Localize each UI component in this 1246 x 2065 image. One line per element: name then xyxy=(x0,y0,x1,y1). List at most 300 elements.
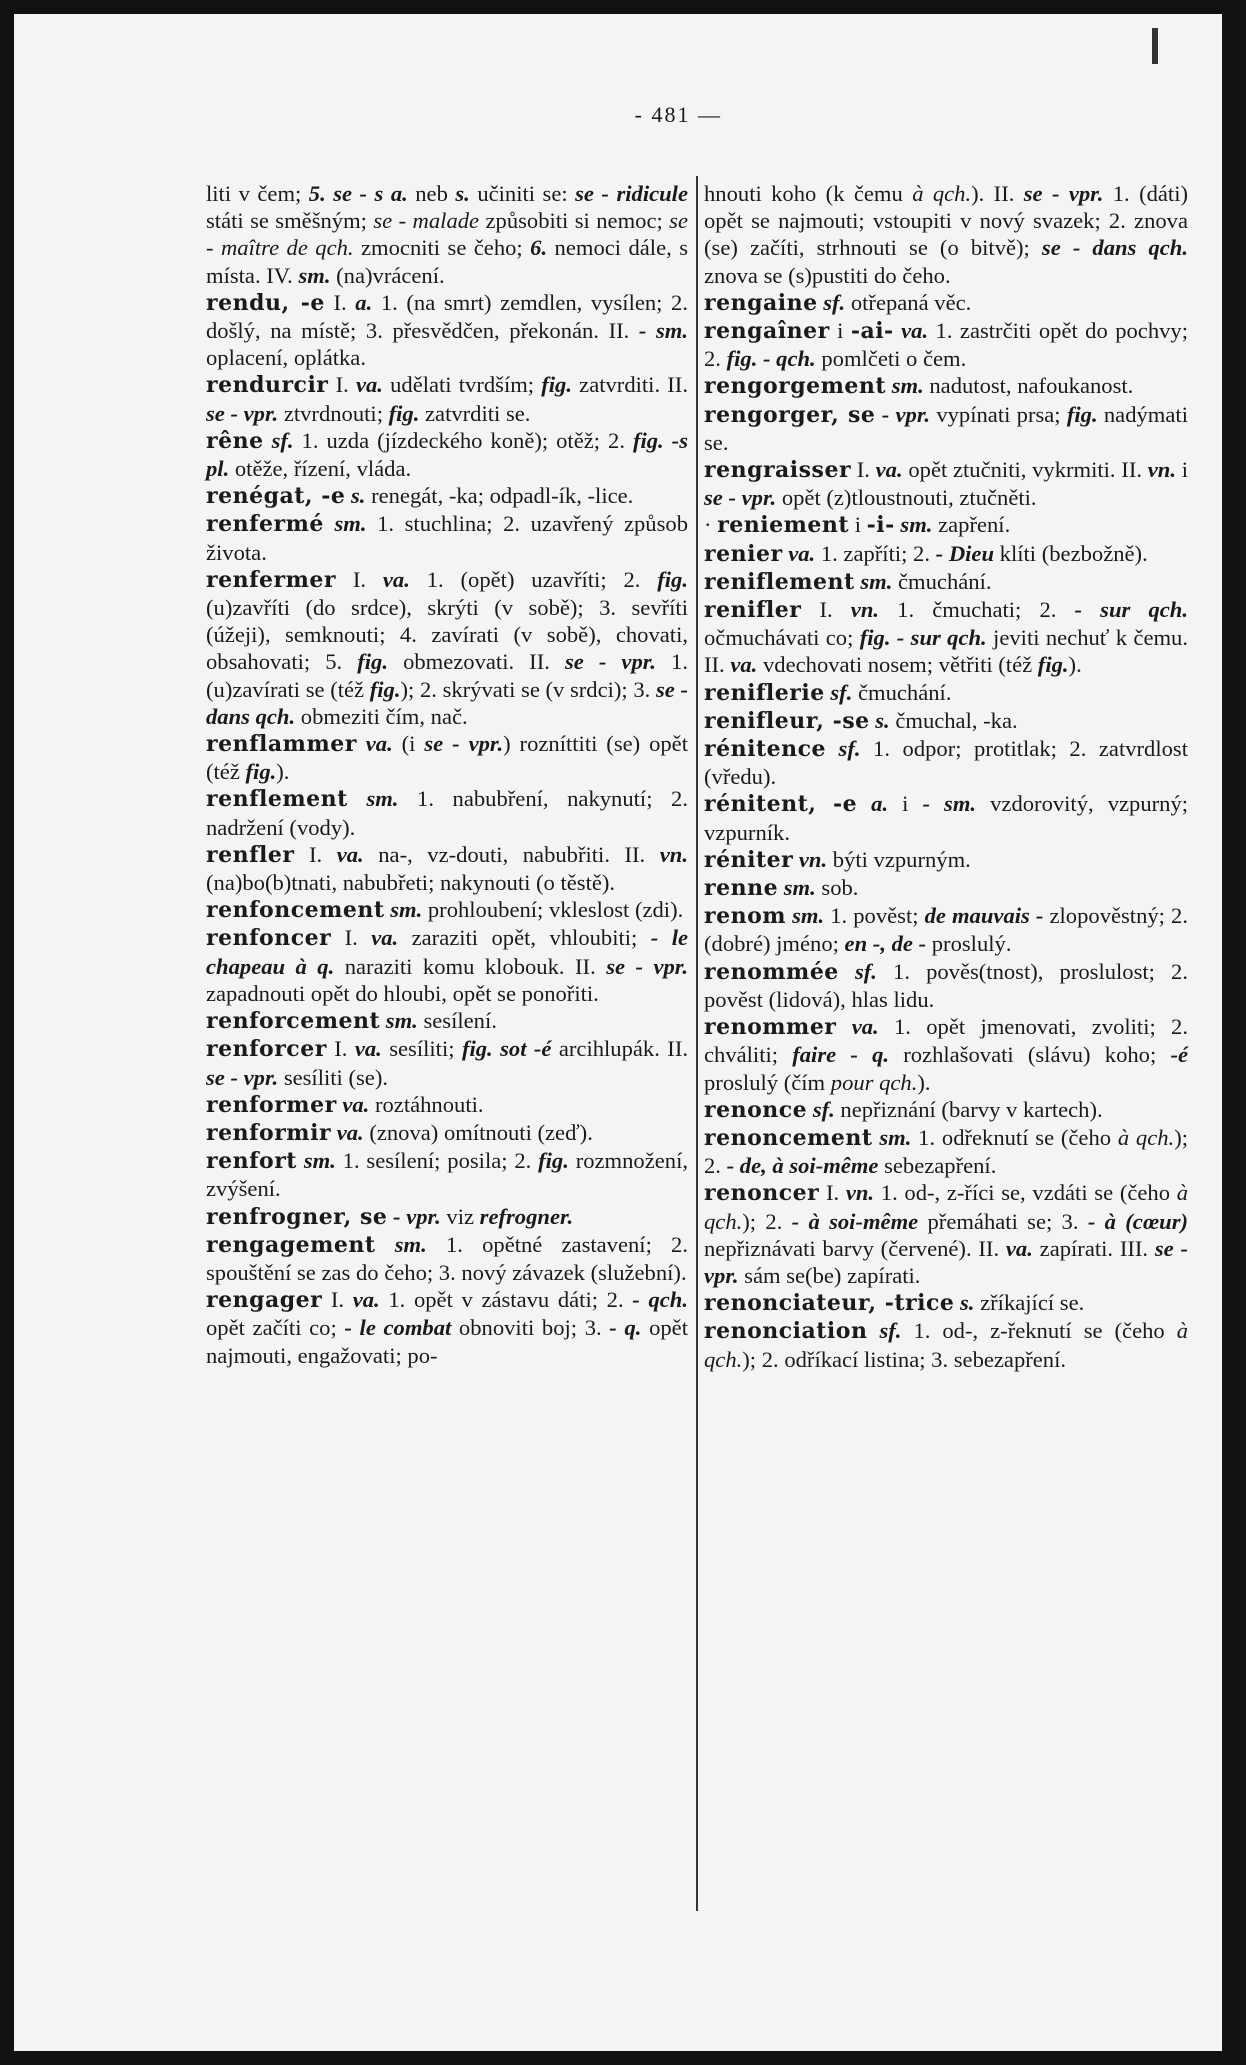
dictionary-entry xyxy=(206,510,688,565)
entry-text: va. xyxy=(355,372,383,398)
entry-text: i xyxy=(888,791,923,817)
entry-text: se - dans qch. xyxy=(206,676,688,729)
entry-text: liti v čem; xyxy=(206,181,309,206)
entry-text: a. xyxy=(355,289,373,315)
entry-text: refrogner. xyxy=(479,1203,574,1229)
entry-text: 1. nabubření, nakynutí; 2. nadržení (vody). xyxy=(206,786,688,840)
entry-text: sm. xyxy=(860,568,893,594)
entry-text: va. xyxy=(342,1091,370,1117)
headword: renfoncer xyxy=(206,925,332,952)
dictionary-entry xyxy=(704,1013,1188,1096)
entry-text: à qch. xyxy=(1117,1124,1175,1150)
entry-text: va. xyxy=(365,731,393,757)
entry-text: ) rozníttiti (se) opět (též xyxy=(206,731,688,785)
headword: renforcer xyxy=(206,1036,327,1063)
entry-text: va. xyxy=(371,925,399,951)
entry-text: nadýmati se. xyxy=(704,401,1188,455)
entry-text xyxy=(297,1148,304,1173)
dictionary-entry xyxy=(704,317,1188,372)
entry-text: se - vpr. xyxy=(606,953,688,979)
entry-text: se - vpr. xyxy=(704,485,777,511)
entry-text: 1. pověs(tnost), proslulost; 2. pověst (lidová), hlas lidu. xyxy=(704,958,1188,1012)
entry-text: - Dieu xyxy=(935,540,995,566)
dictionary-entry xyxy=(704,735,1188,790)
entry-text: opět začíti co; xyxy=(206,1315,345,1341)
headword: renonciateur, -trice xyxy=(704,1290,955,1317)
headword: renfler xyxy=(206,841,295,868)
dictionary-entry xyxy=(206,566,688,730)
entry-text: jeviti nechuť k čemu. II. xyxy=(704,625,1188,678)
entry-text: va. xyxy=(730,652,758,678)
entry-text: se - vpr. xyxy=(206,400,279,426)
entry-text: hnouti koho (k čemu xyxy=(704,181,913,206)
entry-text: obmezovati. II. xyxy=(388,649,565,675)
headword: rénitence xyxy=(704,736,826,763)
entry-text: faire - q. xyxy=(792,1042,890,1068)
entry-text: způsobiti si nemoc; xyxy=(479,208,670,234)
entry-text: sm. xyxy=(298,262,331,288)
entry-text: I. xyxy=(336,566,383,592)
entry-text: klíti (bezbožně). xyxy=(994,540,1148,566)
headword: rengaine xyxy=(704,289,818,316)
entry-text: (i xyxy=(392,731,425,757)
entry-text: zříkající se. xyxy=(974,1290,1085,1316)
entry-text: sob. xyxy=(815,875,859,901)
entry-text: 1. (dáti) opět se najmouti; vstoupiti v nový svazek; 2. znova (se) začíti, strhnouti se (o bitvě); xyxy=(704,181,1189,261)
entry-text: sm. xyxy=(783,875,816,901)
dictionary-entry xyxy=(206,730,688,785)
entry-text: - vpr. xyxy=(393,1203,441,1229)
left-column xyxy=(206,180,688,1369)
entry-text: - le chapeau à q. xyxy=(206,925,688,979)
entry-text: va. xyxy=(354,1036,382,1062)
entry-text xyxy=(857,791,871,816)
dictionary-entry xyxy=(206,924,688,1007)
entry-text: s. xyxy=(960,1290,975,1316)
entry-text: I. xyxy=(322,1287,353,1313)
dictionary-entry xyxy=(206,841,688,896)
dictionary-entry xyxy=(704,540,1188,568)
entry-text: à qch. xyxy=(912,181,972,206)
entry-text: se - maître de qch. xyxy=(206,208,688,261)
headword: rendu, -e xyxy=(206,289,325,316)
dictionary-entry xyxy=(206,427,688,482)
entry-text: fig. xyxy=(541,372,572,398)
entry-text: se - malade xyxy=(373,208,480,234)
entry-text: va. xyxy=(336,841,364,867)
entry-text: přemáhati se; 3. xyxy=(918,1208,1088,1234)
dictionary-entry xyxy=(704,846,1188,874)
dictionary-entry xyxy=(704,874,1188,902)
entry-text: ). xyxy=(1068,652,1082,678)
headword: renne xyxy=(704,875,779,902)
entry-text: vn. xyxy=(659,841,688,867)
entry-text: 1. uzda (jízdeckého koně); otěž; 2. xyxy=(293,427,633,453)
entry-text: s. xyxy=(455,181,470,206)
headword: renoncer xyxy=(704,1180,820,1207)
entry-text: fig. sot -é xyxy=(461,1036,552,1062)
entry-text: sesílení. xyxy=(417,1008,497,1034)
headword: rengagement xyxy=(206,1231,376,1258)
entry-text: - sm. xyxy=(922,791,977,817)
entry-text: ). II. xyxy=(971,181,1024,206)
entry-text: otřepaná věc. xyxy=(845,289,972,315)
entry-text xyxy=(357,731,366,756)
headword: renoncement xyxy=(704,1124,873,1151)
entry-text: 1. sesílení; posila; 2. xyxy=(335,1148,539,1174)
entry-text: se - dans qch. xyxy=(1041,235,1188,261)
entry-text: sesíliti; xyxy=(381,1036,462,1062)
entry-text: ztvrdnouti; xyxy=(278,400,389,426)
entry-text: fig. xyxy=(1037,652,1069,678)
headword: reniflerie xyxy=(704,679,825,706)
entry-text: fig. xyxy=(538,1148,569,1174)
entry-text: býti vzpurným. xyxy=(827,846,971,872)
entry-text: I. xyxy=(324,289,356,315)
entry-text: vn. xyxy=(798,846,828,872)
entry-text: va. xyxy=(336,1119,364,1145)
entry-text: sf. xyxy=(854,958,877,984)
entry-text: se - vpr. xyxy=(704,1235,1188,1288)
dictionary-entry xyxy=(704,1124,1188,1179)
entry-text: zatvrditi. II. xyxy=(572,372,688,398)
entry-text: 1. stuchlina; 2. uzavřený způsob života. xyxy=(206,511,688,565)
entry-text: zapadnouti opět do hloubi, opět se ponořiti. xyxy=(206,980,599,1006)
entry-text: se - vpr. xyxy=(206,1064,279,1090)
entry-text: neb xyxy=(407,181,456,206)
entry-text: se - vpr. xyxy=(1023,181,1104,206)
entry-text: učiniti se: xyxy=(469,181,576,206)
entry-text: vn. xyxy=(850,597,880,623)
dictionary-entry xyxy=(206,1231,688,1286)
entry-text: - à (cœur) xyxy=(1087,1208,1189,1234)
entry-text: nepřiznání (barvy v kartech). xyxy=(834,1096,1103,1122)
entry-text: ); 2. skrývati se (v srdci); 3. xyxy=(400,676,656,702)
right-column xyxy=(704,180,1188,1373)
entry-text: nadutost, nafoukanost. xyxy=(923,373,1134,399)
headword: réniter xyxy=(704,846,794,873)
entry-text: - le combat xyxy=(344,1315,452,1341)
entry-text: sf. xyxy=(830,679,853,705)
headword: renommée xyxy=(704,958,839,985)
entry-text: vdechovati nosem; větřiti (též xyxy=(757,652,1038,678)
entry-text: (na)bo(b)tnati, nabubřeti; nakynouti (o těstě). xyxy=(206,870,616,896)
entry-text: sm. xyxy=(366,786,399,812)
entry-text: i xyxy=(849,512,867,538)
entry-text: obmeziti čím, nač. xyxy=(295,703,468,729)
entry-text: očmuchávati co; xyxy=(704,625,860,651)
entry-text: I. xyxy=(326,1036,355,1062)
entry-text: sesíliti (se). xyxy=(278,1064,388,1090)
entry-text: 1. odřeknutí se (čeho xyxy=(911,1124,1118,1150)
dictionary-entry xyxy=(704,1179,1188,1289)
entry-text: zaraziti opět, vhloubiti; xyxy=(398,925,651,951)
headword: -ai- xyxy=(850,318,894,345)
entry-text: fig. xyxy=(245,759,277,785)
dictionary-entry xyxy=(206,180,688,289)
entry-text: zapření. xyxy=(932,512,1011,538)
dictionary-entry xyxy=(206,482,688,510)
entry-text: 1. čmuchati; 2. xyxy=(879,597,1075,623)
entry-text xyxy=(376,1232,395,1257)
headword: rengager xyxy=(206,1287,323,1314)
entry-text: nemoci dále, s místa. IV. xyxy=(206,235,688,288)
entry-text: sm. xyxy=(303,1148,336,1174)
entry-text xyxy=(836,1014,851,1039)
headword: rengorger, se xyxy=(704,401,876,428)
entry-text: zmocniti se čeho; xyxy=(353,235,531,261)
headword: rêne xyxy=(206,427,264,454)
entry-text: - q. xyxy=(609,1315,642,1341)
headword: renifler xyxy=(704,597,802,624)
dictionary-page xyxy=(14,14,1222,2051)
entry-text: sm. xyxy=(385,1008,418,1034)
entry-text: znova se (s)pustiti do čeho. xyxy=(704,262,951,288)
entry-text: 1. pověst; xyxy=(824,903,925,929)
entry-text: zlopověstný; 2. (dobré) jméno; xyxy=(704,903,1188,957)
entry-text: 1. opět jmenovati, zvoliti; 2. chváliti; xyxy=(704,1014,1188,1068)
entry-text: I. xyxy=(819,1180,846,1206)
entry-text: čmuchání. xyxy=(852,679,952,705)
entry-text: a. xyxy=(871,791,889,817)
dictionary-entry xyxy=(704,679,1188,707)
entry-text: proslulý (čím xyxy=(704,1069,831,1095)
dictionary-entry xyxy=(206,371,688,426)
dictionary-entry xyxy=(206,896,688,924)
entry-text: 1. (u)zavírati se (též xyxy=(206,649,688,702)
entry-text: prohloubení; vkleslost (zdi). xyxy=(422,897,684,923)
entry-text: 1. zapříti; 2. xyxy=(815,540,936,566)
entry-text: (u)zavříti (do srdce), skrýti (v sobě); 3. sevříti (úžeji), semknouti; 4. zavírati (v sobě), chovati, obsahovati; 5. xyxy=(206,595,688,675)
entry-text: pour qch. xyxy=(830,1069,918,1095)
dictionary-entry xyxy=(206,1286,688,1369)
entry-text: vzdorovitý, vzpurný; vzpurník. xyxy=(704,791,1189,845)
entry-text: naraziti komu klobouk. II. xyxy=(334,953,607,979)
headword: renflement xyxy=(206,786,348,813)
entry-text: vypínati prsa; xyxy=(930,401,1067,427)
entry-text: sm. xyxy=(792,903,825,929)
entry-text: sf. xyxy=(823,289,846,315)
entry-text: pomlčeti o čem. xyxy=(815,346,967,372)
entry-text: 1. (opět) uzavříti; 2. xyxy=(409,566,658,592)
entry-text: - à soi-même xyxy=(791,1208,919,1234)
entry-text: va. xyxy=(875,457,903,483)
headword: renonciation xyxy=(704,1318,868,1345)
headword: rengaîner xyxy=(704,318,830,345)
entry-text: 5. se - s a. xyxy=(308,181,408,206)
dictionary-entry xyxy=(206,1091,688,1119)
entry-text: (na)vrácení. xyxy=(330,262,445,288)
headword: renflammer xyxy=(206,731,357,758)
dictionary-entry xyxy=(704,289,1188,317)
dictionary-entry xyxy=(704,1317,1188,1372)
entry-text: - de, à soi-même xyxy=(726,1153,879,1179)
entry-text: se - vpr. xyxy=(424,731,504,757)
entry-text: va. xyxy=(788,540,816,566)
entry-text: s. xyxy=(875,707,890,733)
headword: renforcement xyxy=(206,1008,381,1035)
entry-text: sm. xyxy=(900,512,933,538)
entry-text: sm. xyxy=(390,897,423,923)
entry-text: fig. - qch. xyxy=(726,346,816,372)
dictionary-entry xyxy=(704,902,1188,957)
entry-text: 6. xyxy=(530,235,548,261)
entry-text: va. xyxy=(901,318,929,344)
dictionary-entry xyxy=(704,790,1188,845)
entry-text: sám se(be) zapírati. xyxy=(738,1262,921,1288)
entry-text: sf. xyxy=(879,1318,902,1344)
entry-text xyxy=(867,1318,879,1343)
entry-text: zapírati. III. xyxy=(1032,1235,1155,1261)
entry-text: I. xyxy=(851,457,876,483)
column-divider xyxy=(696,176,698,1911)
dictionary-entry xyxy=(206,1119,688,1147)
headword: renfoncement xyxy=(206,897,385,924)
headword: -i- xyxy=(866,512,895,539)
entry-text: à qch. xyxy=(704,1318,1188,1372)
entry-text: sf. xyxy=(271,427,294,453)
entry-text: 1. od-, z-říci se, vzdáti se (čeho xyxy=(874,1180,1177,1206)
entry-text: čmuchal, -ka. xyxy=(889,707,1018,733)
entry-text: de mauvais - xyxy=(924,903,1044,929)
headword: renier xyxy=(704,540,783,567)
entry-text: ). xyxy=(276,759,290,785)
entry-text: sf. xyxy=(838,736,861,762)
entry-text xyxy=(826,736,839,761)
headword: renommer xyxy=(704,1014,837,1041)
entry-text: čmuchání. xyxy=(892,568,992,594)
entry-text: státi se směšným; xyxy=(206,208,374,234)
entry-text: ); 2. xyxy=(704,1124,1189,1179)
headword: renfermé xyxy=(206,511,324,538)
dictionary-entry xyxy=(206,1035,688,1090)
entry-text: - sm. xyxy=(638,318,688,344)
entry-text: sm. xyxy=(394,1231,427,1257)
dictionary-entry xyxy=(704,707,1188,735)
entry-text: ); 2. xyxy=(742,1208,792,1234)
entry-text: 1. (na smrt) zemdlen, vysílen; 2. došlý, na místě; 3. přesvědčen, překonán. II. xyxy=(206,289,688,344)
headword: renégat, -e xyxy=(206,483,346,510)
entry-text: I. xyxy=(328,372,356,398)
entry-text: - sur qch. xyxy=(1074,597,1188,623)
entry-text: -é xyxy=(1170,1042,1189,1068)
headword: renonce xyxy=(704,1096,808,1123)
entry-text: ); 2. odříkací listina; 3. sebezapření. xyxy=(742,1346,1067,1372)
entry-text: · xyxy=(704,512,718,538)
entry-text: 1. odpor; protitlak; 2. zatvrdlost (vředu). xyxy=(704,736,1189,790)
dictionary-entry xyxy=(206,1147,688,1202)
dictionary-entry xyxy=(704,958,1188,1013)
entry-text: 1. zastrčiti opět do pochvy; 2. xyxy=(704,318,1188,372)
entry-text: ). xyxy=(917,1069,931,1095)
entry-text: na-, vz-douti, nabubřiti. II. xyxy=(363,841,660,867)
entry-text: 1. opět v zástavu dáti; 2. xyxy=(379,1287,633,1313)
entry-text: fig. xyxy=(388,400,420,426)
entry-text: i xyxy=(1175,457,1188,483)
entry-text: sm. xyxy=(879,1124,912,1150)
dictionary-entry xyxy=(206,1203,688,1231)
dictionary-entry xyxy=(704,511,1188,539)
entry-text: rozmnožení, zvýšení. xyxy=(206,1148,688,1202)
headword: reniement xyxy=(717,512,850,539)
entry-text: renegát, -ka; odpadl-ík, -lice. xyxy=(365,483,634,509)
entry-text: sm. xyxy=(334,511,367,537)
dictionary-entry xyxy=(704,372,1188,400)
entry-text: va. xyxy=(851,1014,879,1040)
entry-text: zatvrditi se. xyxy=(419,400,531,426)
entry-text: va. xyxy=(1005,1235,1033,1261)
dictionary-entry xyxy=(704,596,1188,679)
entry-text: s. xyxy=(350,483,366,509)
entry-text xyxy=(348,786,367,811)
entry-text: obnoviti boj; 3. xyxy=(451,1315,610,1341)
headword: rendurcir xyxy=(206,372,329,399)
entry-text: sebezapření. xyxy=(878,1153,997,1179)
entry-text: va. xyxy=(382,566,410,592)
dictionary-entry xyxy=(206,1007,688,1035)
entry-text: I. xyxy=(294,841,337,867)
entry-text: proslulý. xyxy=(926,931,1012,957)
entry-text: à qch. xyxy=(704,1180,1188,1234)
entry-text: 1. od-, z-řeknutí se (čeho xyxy=(901,1318,1177,1344)
headword: rengraisser xyxy=(704,457,852,484)
headword: renfermer xyxy=(206,566,337,593)
entry-text: sf. xyxy=(812,1096,835,1122)
headword: renifleur, -se xyxy=(704,707,870,734)
entry-text: 1. opětné zastavení; 2. spouštění se zas do čeho; 3. nový závazek (služební). xyxy=(206,1231,688,1285)
dictionary-entry xyxy=(704,401,1188,456)
edge-mark xyxy=(1152,28,1158,64)
page-number: - 481 — xyxy=(634,102,722,127)
entry-text: opět najmouti, engažovati; po- xyxy=(206,1315,688,1368)
entry-text: viz xyxy=(440,1203,480,1229)
headword: rengorgement xyxy=(704,373,887,400)
entry-text xyxy=(324,511,335,536)
entry-text: arcihlupák. II. xyxy=(551,1036,688,1062)
dictionary-entry xyxy=(704,456,1188,511)
entry-text: oplacení, oplátka. xyxy=(206,345,366,371)
entry-text: fig. xyxy=(1066,401,1098,427)
headword: renformir xyxy=(206,1119,332,1146)
entry-text: vn. xyxy=(1147,457,1176,483)
entry-text: opět ztučniti, vykrmiti. II. xyxy=(902,457,1148,483)
entry-text: fig. xyxy=(369,676,401,702)
entry-text: - qch. xyxy=(632,1287,689,1313)
entry-text: fig. - sur qch. xyxy=(859,625,987,651)
entry-text: opět (z)tloustnouti, ztučněti. xyxy=(776,485,1037,511)
entry-text: se - vpr. xyxy=(564,649,656,675)
headword: renom xyxy=(704,903,787,930)
entry-text: nepřiznávati barvy (červené). II. xyxy=(704,1235,1006,1261)
entry-text: fig. xyxy=(657,566,688,592)
headword: renformer xyxy=(206,1091,337,1118)
headword: rénitent, -e xyxy=(704,791,858,818)
entry-text xyxy=(894,318,901,343)
entry-text: (znova) omítnouti (zeď). xyxy=(363,1119,593,1145)
entry-text: va. xyxy=(352,1287,380,1313)
entry-text: se - ridicule xyxy=(575,181,688,206)
entry-text: - vpr. xyxy=(881,401,931,427)
dictionary-entry xyxy=(206,785,688,840)
dictionary-entry xyxy=(704,568,1188,596)
entry-text: vn. xyxy=(845,1180,875,1206)
entry-text: I. xyxy=(331,925,372,951)
entry-text: roztáhnouti. xyxy=(369,1091,484,1117)
dictionary-entry xyxy=(704,1096,1188,1124)
headword: reniflement xyxy=(704,568,855,595)
dictionary-entry xyxy=(206,289,688,372)
entry-text xyxy=(264,428,272,453)
